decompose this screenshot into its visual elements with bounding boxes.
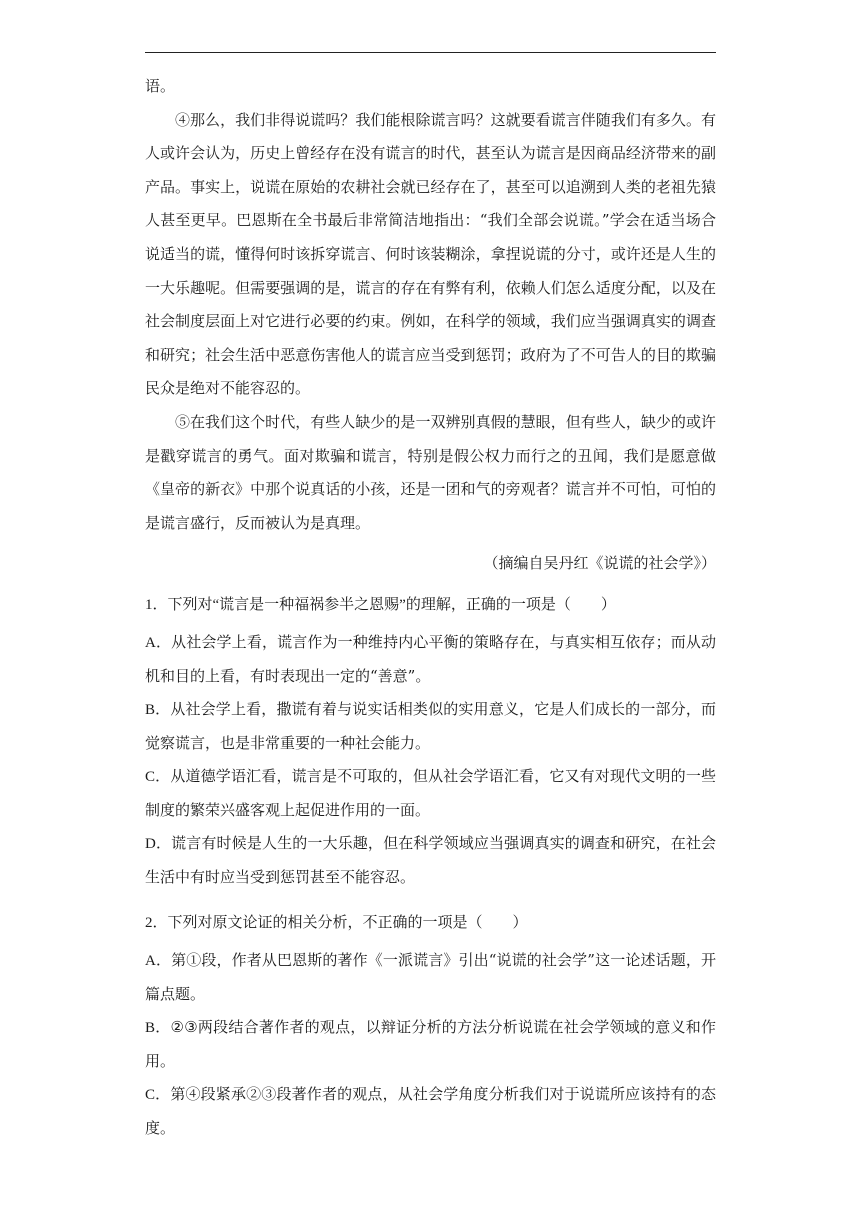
option-label: B．	[145, 1020, 171, 1037]
passage-paragraph-continuation: 语。	[145, 77, 176, 95]
option-c[interactable]	[145, 1078, 716, 1145]
question-2	[145, 908, 716, 1145]
option-label: C．	[145, 1087, 171, 1104]
option-a[interactable]	[145, 626, 716, 693]
option-c[interactable]	[145, 760, 716, 827]
question-1	[145, 590, 716, 894]
option-a[interactable]	[145, 944, 716, 1011]
option-label: A．	[145, 953, 172, 970]
document-content	[145, 70, 716, 1145]
option-text: ②③两段结合著作者的观点，以辩证分析的方法分析说谎在社会学领域的意义和作用。	[145, 1018, 716, 1071]
option-text: 从社会学上看，撒谎有着与说实话相类似的实用意义，它是人们成长的一部分，而觉察谎言，也是非常重要的一种社会能力。	[145, 700, 716, 753]
option-b[interactable]	[145, 693, 716, 760]
option-label: A．	[145, 635, 172, 652]
option-label: D．	[145, 836, 172, 853]
option-b[interactable]	[145, 1011, 716, 1078]
option-text: 第①段，作者从巴恩斯的著作《一派谎言》引出“说谎的社会学”这一论述话题，开篇点题。	[145, 951, 716, 1004]
question-stem: 1．下列对“谎言是一种福祸参半之恩赐”的理解，正确的一项是（ ）	[145, 597, 616, 614]
passage-paragraph-4: ④那么，我们非得说谎吗？我们能根除谎言吗？这就要看谎言伴随我们有多久。有人或许会认为，历史上曾经存在没有谎言的时代，甚至认为谎言是因商品经济带来的副产品。事实上，说谎在原始的农耕社会就已经存在了，甚至可以追溯到人类的老祖先猿人甚至更早。巴恩斯在全书最后非常简洁地指出：“我们全部会说谎。”学会在适当场合说适当的谎，懂得何时该拆穿谎言、何时该装糊涂，拿捏说谎的分寸，或许还是人生的一大乐趣呢。但需要强调的是，谎言的存在有弊有利，依赖人们怎么适度分配，以及在社会制度层面上对它进行必要的约束。例如，在科学的领域，我们应当强调真实的调查和研究；社会生活中恶意伤害他人的谎言应当受到惩罚；政府为了不可告人的目的欺骗民众是绝对不能容忍的。	[145, 110, 716, 398]
question-stem: 2．下列对原文论证的相关分析，不正确的一项是（ ）	[145, 915, 528, 932]
option-text: 从道德学语汇看，谎言是不可取的，但从社会学语汇看，它又有对现代文明的一些制度的繁荣兴盛客观上起促进作用的一面。	[145, 767, 716, 820]
header-rule	[145, 52, 716, 53]
option-d[interactable]	[145, 827, 716, 894]
passage-attribution: （摘编自吴丹红《说谎的社会学》）	[483, 554, 716, 573]
option-text: 从社会学上看，谎言作为一种维持内心平衡的策略存在，与真实相互依存；而从动机和目的上看，有时表现出一定的“善意”。	[145, 633, 716, 686]
option-text: 第④段紧承②③段著作者的观点，从社会学角度分析我们对于说谎所应该持有的态度。	[145, 1085, 716, 1138]
option-label: B．	[145, 702, 171, 719]
option-label: C．	[145, 769, 171, 786]
passage	[145, 70, 716, 578]
passage-paragraph-5: ⑤在我们这个时代，有些人缺少的是一双辨别真假的慧眼，但有些人，缺少的或许是戳穿谎言的勇气。面对欺骗和谎言，特别是假公权力而行之的丑闻，我们是愿意做《皇帝的新衣》中那个说真话的小孩，还是一团和气的旁观者？谎言并不可怕，可怕的是谎言盛行，反而被认为是真理。	[145, 412, 716, 532]
option-text: 谎言有时候是人生的一大乐趣，但在科学领域应当强调真实的调查和研究，在社会生活中有时应当受到惩罚甚至不能容忍。	[145, 834, 716, 887]
